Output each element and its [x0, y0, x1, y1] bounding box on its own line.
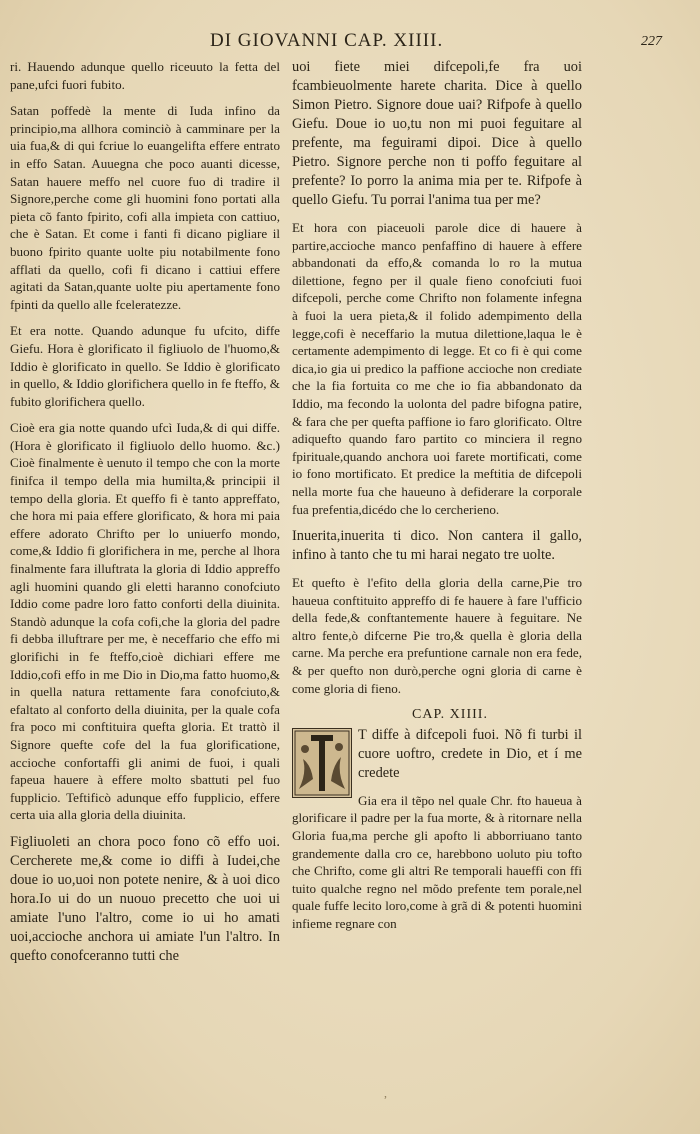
chapter-heading: CAP. XIIII.	[412, 707, 488, 723]
decorated-initial-icon	[292, 728, 352, 798]
page-number: 227	[641, 34, 662, 49]
running-head	[210, 30, 670, 56]
left-paragraph-5: Figliuoleti an chora poco fono cõ effo uoi. Cercherete me,& come io diffi à Iudei,che doue io uo,uoi non potete nenire, & à uoi dico hora.Io ui do un nuouo precetto che uoi ui amiate l'uno l'altro, come io ui ho amati uoi,accioche anchora ui amiate l'un l'altro. In quefto conofceranno tutti che	[10, 833, 280, 964]
left-paragraph-4: Cioè era gia notte quando ufcì Iuda,& di qui diffe. (Hora è glorificato il figliuolo dello huomo. &c.) Cioè finalmente è uenuto il tempo che con la morte finifca il tempo della mia humilta,& principii il tempo della gloria. Et queffo fi è tanto appreffato, che hora mi paia effere glorificato, & hora mi paia effere adorato Chrifto per lo uniuerfo mondo, come,& Iddio fi glorifichera in me, perche al lhora finalmente fara illuftrata la gloria di Iddio appreffo agli huomini quando gli eletti haranno conofciuto Iddio come padre loro fatto conforti della diuinita. Standò adunque la cofa cofi,che la gloria del padre fi debba illuftrare per me, è neceffario che effo mi glorifichi in fe fteffo,cioè dichiari effere me Iddio,cofi effo in me Dio in Dio,ma fatto huomo,& in quella natura rettamente fara conofciuto,& efaltato al conforto della diuinita, per la quale cofa fra poco mi conftituira quefta gloria. Et trattò il Signore quefte cofe del la fua glorificatione, accioche confortaffi gli animi de fuoi, i quali fapeua hauere à effere molto sbattuti pel fuo fupplicio. Teftificò adunque effo fupplicio, effere certa uia alla gloria della diuinita.	[10, 420, 280, 823]
margin-mark: ,	[384, 1086, 387, 1100]
left-column	[10, 58, 280, 975]
chapter-gloss-text: Gia era il tẽpo nel quale Chr. fto haueua à glorificare il padre per la fua morte, & à ritornare nella Gloria fua,ma perche gli apofto li abborriuano tanto grandemente dalla cro ce, harebbono uoluto piu tofto che Chrifto, come gli altri Re temporali haueffi con ffi tuito qualche regno nel mõdo prefente tem porale,nel quale fuffe lecito loro,come à grã di & potenti huomini infieme regnare con	[292, 792, 582, 931]
left-paragraph-3: Et era notte. Quando adunque fu ufcito, diffe Giefu. Hora è glorificato il figliuolo de l'huomo,& Iddio è glorificato in quello. Se Iddio è glorificato in quello, & Iddio glorifichera quello in fe fteffo, & fubito glorifichera quello.	[10, 323, 280, 409]
right-paragraph-1: uoi fiete miei difcepoli,fe fra uoi fcambieuolmente harete charita. Dice à quello Simon Pietro. Signore doue uai? Rifpofe à quello Giefu. Doue io uo,tu non mi puoi feguitare al prefente, ma feguirami dipoi. Dice à quello Pietro. Signore perche non ti poffo feguitare al prefente? Io porro la anima mia per te. Rifpofe à quello Giefu. Tu porrai l'anima tua per me?	[292, 59, 582, 208]
right-paragraph-4: Et quefto è l'efito della gloria della carne,Pie tro haueua conftituito appreffo di fe hauere à fare l'ufficio della fede,& conftantemente hauere à feguitare. Ne altro fente,ò difcerne Pie tro,& quella è gloria della carne. Ma perche era prefuntione carnale non era fede, & per quefto non durò,perche ogni gloria di carne è come gloria di fieno.	[292, 575, 582, 696]
right-paragraph-2: Et hora con piaceuoli parole dice di hauere à partire,accioche manco penfaffino di hauere à effere abbandonati da effo,& comanda lo ro la mutua dilettione, fegno per il quale fieno conofciuti fuoi difcepoli, perche come Chrifto non folamente infegna à fuoi la uera pieta,& il folido adempimento della legge,cofi è neceffario la mutua dilettione,laqua le è certamente adempimento di legge. Et co fi è qui come dica,io gia ui predico la paffione accioche non crediate che la fia fortuita co me che io fia abbandonato da Iddio, ma fecondo la uolonta del padre bifogna patire, & fara che per quefta paffione io faro glorificato. Oltre adiquefto quando faro partito co minciera il regno fpirituale,quando anchora uoi farete mortificati, come io fono mortificato. Et predice la meftitia de difcepoli nella morte fua che haueuno à defiderare la corporale fua prefentia,dicédo che lo cercherieno.	[292, 220, 582, 517]
left-paragraph-2: Satan poffedè la mente di Iuda infino da principio,ma allhora cominciò à camminare per la uia fua,& di qui fcriue lo euangelifta effere entrato in effo Satan. Auuegna che poco auanti dicesse, Satan hauere meffo nel cuore fuo di tradire il Signore,perche come gli huomini fono portati alla pieta cõ fanto fpirito, cofi alla impieta con cattiuo, che è Satan. Et come i fanti fi dicano pigliare il buono fpirito quante uolte piu notabilmente fono afflati da quello, cofi fi dicano i cattiui effere agitati da Satan,quante uolte piu apertamente fono fpinti da quello alle fceleratezze.	[10, 103, 280, 312]
chapter-opening-text: T diffe à difcepoli fuoi. Nõ fi turbi il cuore uoftro, credete in Dio, et í me credete	[358, 726, 582, 781]
right-paragraph-3: Inuerita,inuerita ti dico. Non cantera il gallo, infino à tanto che tu mi harai negato tre uolte.	[292, 528, 582, 564]
running-title: DI GIOVANNI CAP. XIIII.	[210, 30, 444, 51]
left-paragraph-1: ri. Hauendo adunque quello riceuuto la fetta del pane,ufci fuori fubito.	[10, 59, 280, 92]
chapter-opening-block	[292, 726, 582, 933]
right-column	[292, 58, 582, 942]
